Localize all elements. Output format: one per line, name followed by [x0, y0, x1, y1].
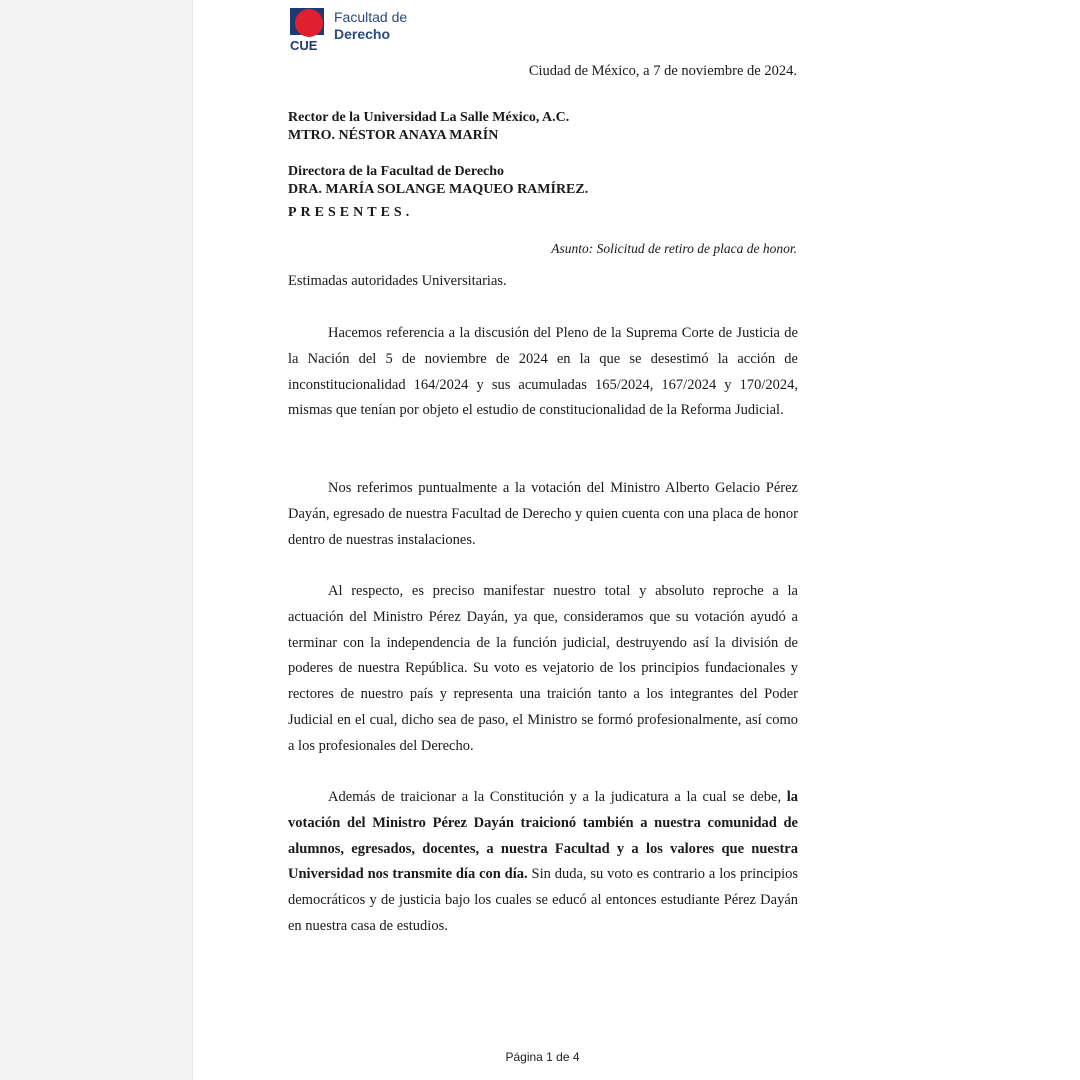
- paragraph-4-end: Sin duda, su voto es contrario a los principios democráticos y de justicia bajo los cuales se educó al entonces estudiante Pérez Dayán en nuestra casa de estudios.: [288, 866, 798, 934]
- letter-date: Ciudad de México, a 7 de noviembre de 2024.: [528, 63, 797, 79]
- logo-mark-text: CUE: [290, 38, 318, 53]
- recipient1-title: Rector de la Universidad La Salle México, A.C.: [288, 110, 570, 125]
- paragraph-2: Nos referimos puntualmente a la votación del Ministro Alberto Gelacio Pérez Dayán, egresado de nuestra Facultad de Derecho y quien cuenta con una placa de honor dentro de nuestras instalaciones.: [288, 480, 798, 548]
- logo-line1: Facultad de: [334, 9, 408, 25]
- page-number: Página 1 de 4: [505, 1050, 580, 1064]
- presentes-heading: PRESENTES.: [288, 205, 414, 220]
- paragraph-4-start: Además de traicionar a la Constitución y a la judicatura a la cual se debe,: [328, 789, 787, 805]
- faculty-logo: [288, 6, 428, 58]
- greeting: Estimadas autoridades Universitarias.: [288, 273, 507, 289]
- subject-line: Asunto: Solicitud de retiro de placa de honor.: [551, 241, 797, 256]
- paragraph-4: [288, 785, 798, 940]
- recipient2-title: Directora de la Facultad de Derecho: [288, 164, 505, 179]
- logo-line2: Derecho: [334, 26, 391, 42]
- recipient1-name: MTRO. NÉSTOR ANAYA MARÍN: [288, 128, 499, 143]
- cue-logo-icon: [288, 6, 328, 58]
- paragraph-4-bold: la votación del Ministro Pérez Dayán traicionó también a nuestra comunidad de alumnos, egresados, docentes, a nuestra Facultad y a los valores que nuestra Universidad nos transmite día con día.: [288, 789, 798, 883]
- paragraph-3: Al respecto, es preciso manifestar nuestro total y absoluto reproche a la actuación del Ministro Pérez Dayán, ya que, consideramos que su votación ayudó a terminar con la independencia de la función judicial, destruyendo así la división de poderes de nuestra República. Su voto es vejatorio de los principios fundacionales y rectores de nuestro país y representa una traición tanto a los integrantes del Poder Judicial en el cual, dicho sea de paso, el Ministro se formó profesionalmente, así como a los profesionales del Derecho.: [288, 583, 798, 754]
- paragraph-1: Hacemos referencia a la discusión del Pleno de la Suprema Corte de Justicia de la Nación del 5 de noviembre de 2024 en la que se desestimó la acción de inconstitucionalidad 164/2024 y sus acumuladas 165/2024, 167/2024 y 170/2024, mismas que tenían por objeto el estudio de constitucionalidad de la Reforma Judicial.: [288, 325, 798, 419]
- recipient2-name: DRA. MARÍA SOLANGE MAQUEO RAMÍREZ.: [288, 182, 589, 197]
- logo-text: [334, 9, 407, 43]
